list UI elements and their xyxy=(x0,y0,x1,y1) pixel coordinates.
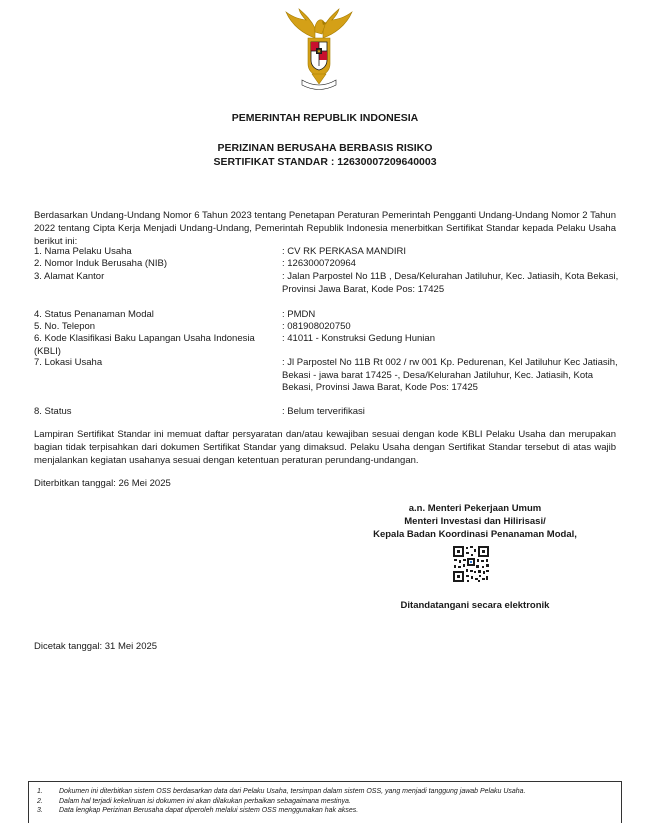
footnotes-box xyxy=(28,781,622,823)
field-value-investment-status: : PMDN xyxy=(282,309,316,320)
garuda-emblem-icon xyxy=(282,8,356,92)
footnote-2 xyxy=(37,797,621,807)
issued-date: Diterbitkan tanggal: 26 Mei 2025 xyxy=(34,478,171,489)
government-heading: PEMERINTAH REPUBLIK INDONESIA xyxy=(231,112,419,124)
footnote-text: Dalam hal terjadi kekeliruan isi dokumen ini akan dilakukan perbaikan sebagaimana mestinya. xyxy=(59,797,351,805)
footnote-text: Data lengkap Perizinan Berusaha dapat diperoleh melalui sistem OSS menggunakan hak akses. xyxy=(59,807,359,814)
field-label-business-location: 7. Lokasi Usaha xyxy=(34,357,103,368)
field-value-status: : Belum terverifikasi xyxy=(282,406,365,417)
footnote-number: 2. xyxy=(37,797,43,805)
footnote-1 xyxy=(37,787,621,797)
field-value-office-address: : Jalan Parpostel No 11B , Desa/Kelurahan Jatiluhur, Kec. Jatiasih, Kota Bekasi, Provinsi Jawa Barat, Kode Pos: 17425 xyxy=(282,271,619,295)
field-value-business-location: : Jl Parpostel No 11B Rt 002 / rw 001 Kp. Pedurenan, Kel Jatiluhur Kec Jatiasih, Bekasi - jawa barat 17425 -, Desa/Kelurahan Jatiluhur, Kec. Jatiasih, Kota Bekasi, Provinsi Jawa Barat, Kode Pos: 17425 xyxy=(282,357,618,394)
printed-date: Dicetak tanggal: 31 Mei 2025 xyxy=(34,641,158,652)
intro-paragraph: Berdasarkan Undang-Undang Nomor 6 Tahun 2023 tentang Penetapan Peraturan Pemerintah Pengganti Undang-Undang Nomor 2 Tahun 2022 tentang Cipta Kerja Menjadi Undang-Undang, Pemerintah Republik Indonesia menerbitkan Sertifikat Standar kepada Pelaku Usaha berikut ini: xyxy=(34,210,616,247)
field-value-business-name: : CV RK PERKASA MANDIRI xyxy=(282,246,407,257)
field-value-phone: : 081908020750 xyxy=(282,321,351,332)
field-label-business-name: 1. Nama Pelaku Usaha xyxy=(34,246,132,257)
permit-title: PERIZINAN BERUSAHA BERBASIS RISIKO xyxy=(217,142,433,154)
field-value-kbli: : 41011 - Konstruksi Gedung Hunian xyxy=(282,333,435,344)
electronic-signature-note: Ditandatangani secara elektronik xyxy=(400,600,550,611)
signatory-line-1: a.n. Menteri Pekerjaan Umum xyxy=(408,503,542,514)
signatory-line-2: Menteri Investasi dan Hilirisasi/ xyxy=(404,516,546,527)
attachment-note: Lampiran Sertifikat Standar ini memuat daftar persyaratan dan/atau kewajiban sesuai dengan kode KBLI Pelaku Usaha dan merupakan bagian tidak terpisahkan dari dokumen Sertifikat Standar yang dimaksud. Pelaku Usaha dengan Sertifikat Standar tersebut di atas wajib menjalankan kegiatan usahanya sesuai dengan ketentuan peraturan perundang-undangan. xyxy=(34,429,616,466)
qr-code-icon xyxy=(452,545,490,583)
field-value-nib: : 1263000720964 xyxy=(282,258,356,269)
footnote-number: 3. xyxy=(37,807,43,814)
field-label-investment-status: 4. Status Penanaman Modal xyxy=(34,309,154,320)
certificate-title: SERTIFIKAT STANDAR : 12630007209640003 xyxy=(213,156,437,168)
field-label-office-address: 3. Alamat Kantor xyxy=(34,271,105,282)
field-label-kbli: 6. Kode Klasifikasi Baku Lapangan Usaha Indonesia (KBLI) xyxy=(34,333,255,357)
field-label-phone: 5. No. Telepon xyxy=(34,321,96,332)
footnote-number: 1. xyxy=(37,788,43,795)
signatory-line-3: Kepala Badan Koordinasi Penanaman Modal, xyxy=(373,529,577,540)
footnote-3 xyxy=(37,806,621,816)
field-label-status: 8. Status xyxy=(34,406,72,417)
field-label-nib: 2. Nomor Induk Berusaha (NIB) xyxy=(34,258,168,269)
footnote-text: Dokumen ini diterbitkan sistem OSS berdasarkan data dari Pelaku Usaha, tersimpan dalam sistem OSS, yang menjadi tanggung jawab Pelaku Usaha. xyxy=(59,788,526,795)
